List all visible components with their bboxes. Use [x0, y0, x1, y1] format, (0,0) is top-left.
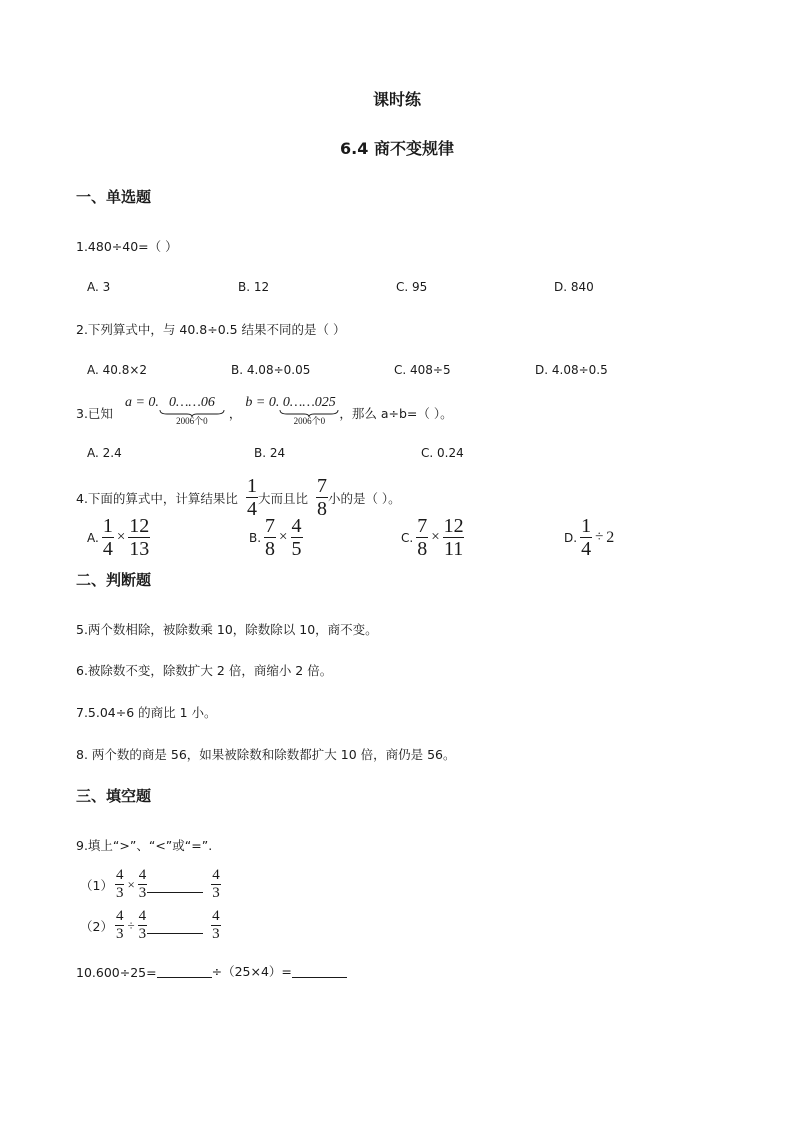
option-label: D. [564, 530, 578, 545]
numerator: 4 [212, 908, 220, 924]
question-7-text: 7.5.04÷6 的商比 1 小。 [76, 705, 217, 720]
fraction [138, 909, 148, 942]
numerator: 12 [129, 515, 150, 537]
q4-option-a[interactable] [87, 516, 150, 559]
numerator: 1 [102, 515, 113, 537]
option-label: B. [249, 530, 262, 545]
option-label: A. [87, 530, 99, 545]
q3-b-digits: 0……025 [282, 395, 336, 410]
denominator: 5 [291, 538, 302, 560]
q10-text-part-1: 10.600÷25= [76, 965, 157, 980]
lesson-title: 6.4 商不变规律 [340, 139, 454, 158]
q10-text-part-2: ÷（25×4）= [211, 964, 292, 979]
q2-option-c[interactable]: C. 408÷5 [394, 363, 451, 377]
fraction [211, 868, 221, 901]
question-4 [76, 476, 401, 519]
q4-option-c[interactable] [401, 516, 465, 559]
numerator: 7 [417, 515, 428, 537]
denominator: 11 [444, 538, 464, 560]
fraction [102, 516, 114, 559]
q3-a-lhs: a = 0. [124, 395, 159, 410]
q3-a-digits: 0……06 [168, 395, 215, 410]
denominator: 4 [246, 498, 257, 520]
denominator: 3 [115, 926, 124, 942]
q9-part-2 [80, 909, 221, 942]
denominator: 4 [581, 538, 592, 560]
numerator: 12 [443, 515, 464, 537]
fraction [211, 909, 221, 942]
fraction [291, 516, 303, 559]
divisor: 2 [606, 528, 615, 546]
q3-b-lhs: b = 0. [245, 395, 280, 410]
numerator: 4 [212, 867, 220, 883]
operator: × [279, 529, 288, 545]
q4-fraction-seven-eighths [316, 476, 328, 519]
section-heading-single-choice: 一、单选题 [76, 188, 152, 206]
q2-option-d[interactable]: D. 4.08÷0.5 [535, 363, 608, 377]
q3-b-digits-group [279, 396, 339, 426]
numerator: 4 [138, 867, 147, 883]
q3-b-underlabel: 2006个0 [293, 416, 326, 426]
q4-suffix: 小的是（ ）。 [327, 490, 401, 506]
denominator: 3 [138, 885, 147, 901]
q1-option-b[interactable]: B. 12 [238, 280, 270, 294]
denominator: 3 [138, 926, 147, 942]
fraction [443, 516, 465, 559]
q4-middle: 大而且比 [257, 490, 308, 506]
numerator: 4 [115, 908, 124, 924]
operator: ÷ [127, 917, 135, 933]
section-heading-true-false: 二、判断题 [76, 571, 152, 589]
q3-separator: ， [228, 406, 242, 421]
operator: ÷ [595, 529, 604, 545]
operator: × [116, 529, 126, 545]
q4-prefix: 4.下面的算式中，计算结果比 [76, 490, 238, 506]
numerator: 4 [291, 515, 302, 537]
denominator: 8 [265, 538, 276, 560]
q1-option-d[interactable]: D. 840 [554, 280, 594, 294]
fraction [580, 516, 592, 559]
q3-prefix: 3.已知 [76, 406, 113, 421]
denominator: 13 [129, 538, 150, 560]
section-heading-fill-in: 三、填空题 [76, 787, 152, 805]
operator: × [127, 876, 135, 892]
fraction [128, 516, 150, 559]
answer-blank[interactable] [157, 976, 212, 978]
q3-option-b[interactable]: B. 24 [254, 446, 286, 460]
q4-option-d[interactable] [564, 516, 614, 559]
fraction [264, 516, 276, 559]
numerator: 1 [581, 515, 592, 537]
numerator: 1 [246, 475, 257, 497]
q2-option-a[interactable]: A. 40.8×2 [87, 363, 148, 377]
part-label: （2） [80, 918, 113, 934]
question-8-text: 8. 两个数的商是 56，如果被除数和除数都扩大 10 倍，商仍是 56。 [76, 747, 456, 762]
question-2-text: 2.下列算式中，与 40.8÷0.5 结果不同的是（ ） [76, 322, 346, 337]
q3-option-c[interactable]: C. 0.24 [421, 446, 464, 460]
answer-blank[interactable] [147, 932, 203, 934]
denominator: 4 [102, 538, 113, 560]
fraction [115, 868, 125, 901]
operator: × [431, 529, 440, 545]
worksheet-title: 课时练 [372, 90, 421, 109]
question-9-text: 9.填上“>”、“<”或“=”. [76, 838, 213, 853]
numerator: 7 [265, 515, 276, 537]
fraction [138, 868, 148, 901]
option-label: C. [401, 530, 414, 545]
numerator: 4 [138, 908, 147, 924]
denominator: 3 [212, 926, 220, 942]
denominator: 8 [417, 538, 428, 560]
part-label: （1） [80, 877, 113, 893]
numerator: 4 [115, 867, 124, 883]
numerator: 7 [316, 475, 327, 497]
denominator: 3 [115, 885, 124, 901]
denominator: 3 [212, 885, 220, 901]
q3-suffix: ，那么 a÷b=（ ）。 [339, 406, 453, 421]
q1-option-a[interactable]: A. 3 [87, 280, 111, 294]
answer-blank[interactable] [292, 976, 347, 978]
question-1-text: 1.480÷40=（ ） [76, 239, 178, 254]
q3-a-underlabel: 2006个0 [176, 416, 208, 426]
answer-blank[interactable] [147, 891, 203, 893]
question-3 [76, 396, 453, 426]
question-6-text: 6.被除数不变，除数扩大 2 倍，商缩小 2 倍。 [76, 663, 333, 678]
q1-option-c[interactable]: C. 95 [396, 280, 428, 294]
q3-a-digits-group [159, 396, 225, 426]
question-10 [76, 962, 347, 980]
fraction [416, 516, 428, 559]
q4-option-b[interactable] [249, 516, 303, 559]
question-5-text: 5.两个数相除，被除数乘 10，除数除以 10，商不变。 [76, 622, 378, 637]
q3-option-a[interactable]: A. 2.4 [87, 446, 122, 460]
q9-part-1 [80, 868, 221, 901]
q4-fraction-one-quarter [246, 476, 258, 519]
fraction [115, 909, 125, 942]
denominator: 8 [316, 498, 327, 520]
q2-option-b[interactable]: B. 4.08÷0.05 [231, 363, 311, 377]
